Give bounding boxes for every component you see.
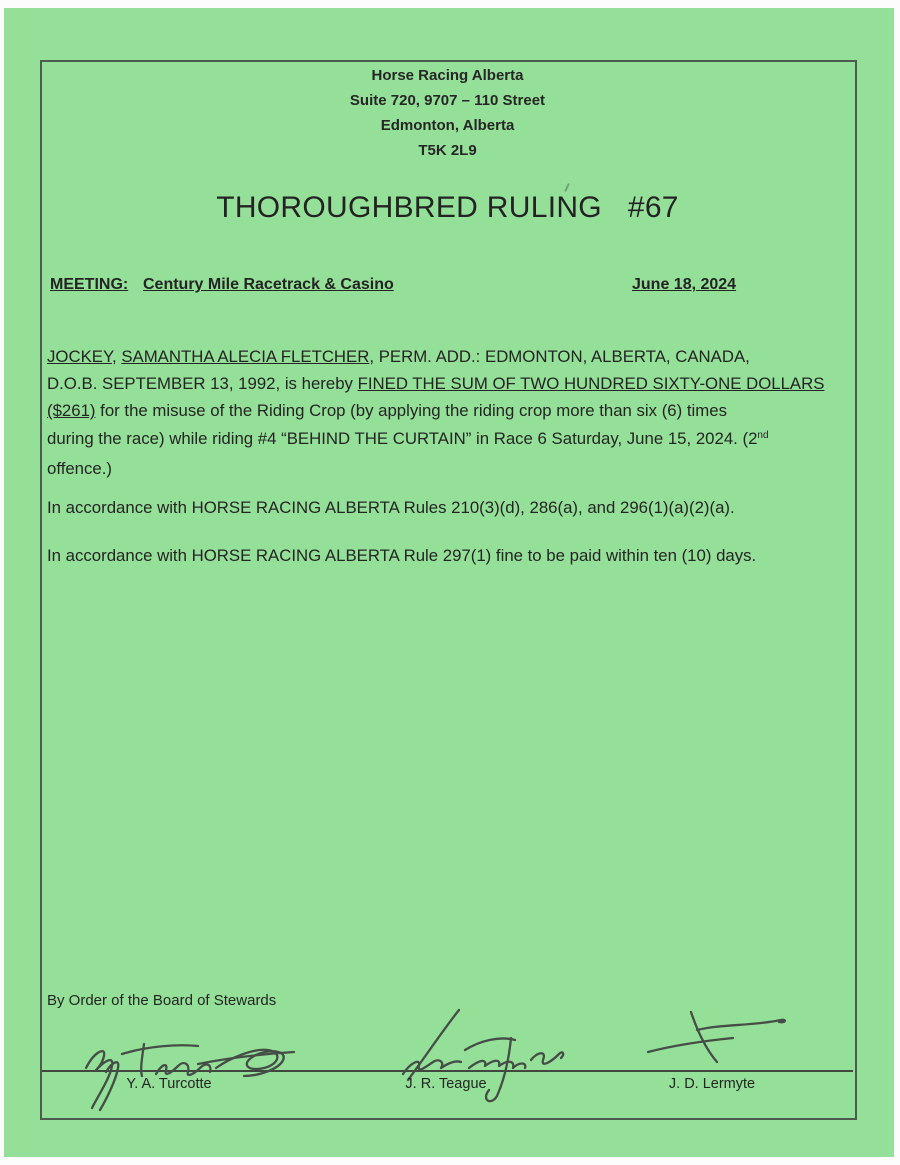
signatory-name-turcotte: Y. A. Turcotte	[126, 1076, 212, 1092]
ruling-dob-text: D.O.B. SEPTEMBER 13, 1992, is hereby	[47, 374, 358, 394]
signatory-name-teague: J. R. Teague	[405, 1076, 487, 1092]
ruling-fine-text: FINED THE SUM OF TWO HUNDRED SIXTY-ONE DOLLARS	[357, 374, 825, 394]
signature-lermyte	[645, 1008, 795, 1070]
ruling-offence-closing: offence.)	[47, 458, 112, 478]
letterhead	[40, 63, 855, 163]
letterhead-postal-code: T5K 2L9	[418, 142, 477, 159]
rules-citation-1: In accordance with HORSE RACING ALBERTA Rules 210(3)(d), 286(a), and 296(1)(a)(2)(a).	[47, 498, 735, 517]
ruling-role: JOCKEY	[47, 347, 112, 366]
ruling-race-text: during the race) while riding #4 “BEHIND THE CURTAIN” in Race 6 Saturday, June 15, 2024. (2	[47, 428, 758, 448]
ruling-fine-amount: ($261)	[47, 401, 96, 421]
meeting-venue: Century Mile Racetrack & Casino	[143, 276, 394, 293]
ruling-jockey-name: SAMANTHA ALECIA FLETCHER	[121, 347, 370, 366]
ruling-separator: ,	[111, 347, 122, 366]
letterhead-city: Edmonton, Alberta	[380, 117, 515, 134]
document-title: THOROUGHBRED RULING #67	[216, 191, 679, 224]
signatory-name-lermyte: J. D. Lermyte	[668, 1076, 756, 1092]
letterhead-org-name: Horse Racing Alberta	[371, 67, 524, 84]
ruling-offence-text: for the misuse of the Riding Crop (by applying the riding crop more than six (6) times	[95, 401, 727, 421]
by-order-statement: By Order of the Board of Stewards	[47, 992, 277, 1009]
meeting-label: MEETING:	[50, 276, 129, 293]
ruling-ordinal-superscript: nd	[757, 429, 769, 441]
ruling-address-text: , PERM. ADD.: EDMONTON, ALBERTA, CANADA,	[369, 347, 750, 366]
letterhead-address: Suite 720, 9707 – 110 Street	[349, 92, 546, 109]
ruling-paragraph	[47, 343, 859, 482]
meeting-date: June 18, 2024	[632, 276, 737, 293]
rules-citation-2: In accordance with HORSE RACING ALBERTA Rule 297(1) fine to be paid within ten (10) days.	[47, 546, 757, 565]
signature-turcotte	[48, 1018, 298, 1118]
